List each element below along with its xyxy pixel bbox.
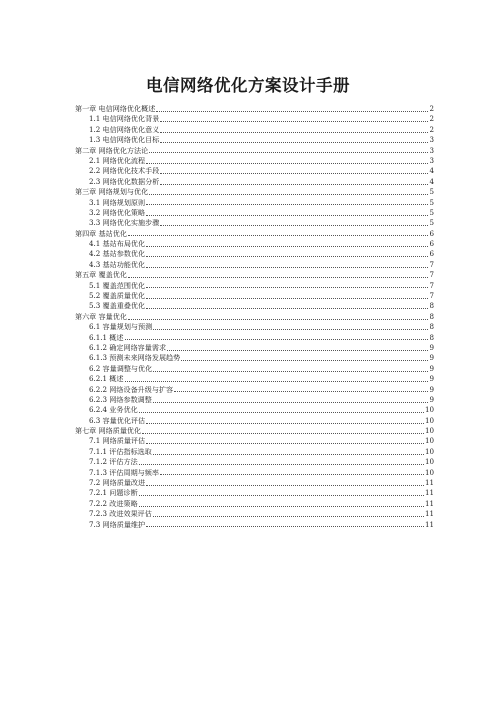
toc-dot-leader	[181, 360, 428, 361]
toc-dot-leader	[146, 267, 428, 268]
toc-entry-title: 5.1 覆盖范围优化	[89, 280, 146, 290]
toc-dot-leader	[167, 350, 428, 351]
toc-page-number: 10	[424, 446, 434, 456]
toc-entry-title: 3.3 网络优化实施步骤	[89, 218, 160, 228]
toc-section-entry[interactable]	[75, 301, 434, 311]
toc-page-number: 3	[429, 155, 434, 165]
toc-chapter-entry[interactable]	[75, 229, 434, 239]
toc-entry-title: 4.3 基站功能优化	[89, 259, 146, 269]
toc-section-entry[interactable]	[75, 177, 434, 187]
toc-entry-title: 第七章 网络质量优化	[75, 426, 142, 436]
toc-dot-leader	[139, 464, 424, 465]
toc-dot-leader	[139, 412, 424, 413]
toc-entry-title: 第六章 容量优化	[75, 311, 127, 321]
toc-chapter-entry[interactable]	[75, 146, 434, 156]
toc-entry-title: 第三章 网络规划与优化	[75, 187, 149, 197]
toc-dot-leader	[142, 433, 424, 434]
toc-dot-leader	[146, 526, 424, 527]
toc-dot-leader	[146, 163, 428, 164]
toc-entry-title: 第四章 基站优化	[75, 228, 127, 238]
toc-entry-title: 第一章 电信网络优化概述	[75, 103, 156, 113]
toc-dot-leader	[146, 246, 428, 247]
toc-entry-title: 1.3 电信网络优化目标	[89, 135, 160, 145]
toc-entry-title: 7.2.3 改进效果评估	[89, 509, 152, 519]
toc-page-number: 9	[429, 394, 434, 404]
toc-section-entry[interactable]	[75, 135, 434, 145]
toc-page-number: 10	[424, 436, 434, 446]
toc-section-entry[interactable]	[75, 281, 434, 291]
toc-entry-title: 6.1.1 概述	[89, 332, 124, 342]
toc-page-number: 10	[424, 405, 434, 415]
toc-entry-title: 7.2.1 问题诊断	[89, 488, 138, 498]
toc-page-number: 3	[429, 145, 434, 155]
toc-dot-leader	[146, 308, 428, 309]
toc-section-entry[interactable]	[75, 322, 434, 332]
toc-entry-title: 5.2 覆盖质量优化	[89, 291, 146, 301]
toc-page-number: 9	[429, 363, 434, 373]
toc-page-number: 7	[429, 291, 434, 301]
toc-section-entry[interactable]	[75, 208, 434, 218]
toc-entry-title: 2.2 网络优化技术手段	[89, 166, 160, 176]
toc-page-number: 10	[424, 457, 434, 467]
toc-page-number: 7	[429, 259, 434, 269]
toc-entry-title: 1.1 电信网络优化背景	[89, 114, 160, 124]
toc-dot-leader	[153, 371, 428, 372]
toc-page-number: 11	[424, 478, 434, 488]
toc-dot-leader	[160, 121, 428, 122]
toc-dot-leader	[149, 152, 428, 153]
toc-section-entry[interactable]	[75, 364, 434, 374]
toc-section-entry[interactable]	[75, 488, 434, 498]
toc-section-entry[interactable]	[75, 260, 434, 270]
toc-page-number: 11	[424, 509, 434, 519]
toc-page-number: 9	[429, 374, 434, 384]
toc-section-entry[interactable]	[75, 447, 434, 457]
toc-dot-leader	[146, 443, 424, 444]
toc-dot-leader	[128, 277, 429, 278]
toc-entry-title: 4.2 基站参数优化	[89, 249, 146, 259]
toc-dot-leader	[146, 485, 424, 486]
toc-entry-title: 7.3 网络质量维护	[89, 519, 146, 529]
toc-section-entry[interactable]	[75, 437, 434, 447]
toc-dot-leader	[160, 132, 428, 133]
toc-page-number: 11	[424, 519, 434, 529]
toc-page-number: 4	[429, 176, 434, 186]
toc-page-number: 8	[429, 301, 434, 311]
toc-section-entry[interactable]	[75, 385, 434, 395]
toc-page-number: 8	[429, 332, 434, 342]
toc-dot-leader	[149, 194, 428, 195]
toc-section-entry[interactable]	[75, 343, 434, 353]
toc-dot-leader	[174, 391, 428, 392]
toc-section-entry[interactable]	[75, 166, 434, 176]
toc-section-entry[interactable]	[75, 353, 434, 363]
toc-section-entry[interactable]	[75, 499, 434, 509]
toc-section-entry[interactable]	[75, 114, 434, 124]
toc-page-number: 10	[424, 467, 434, 477]
toc-dot-leader	[125, 339, 429, 340]
toc-entry-title: 7.1 网络质量评估	[89, 436, 146, 446]
toc-dot-leader	[160, 225, 428, 226]
toc-entry-title: 6.2.4 业务优化	[89, 405, 138, 415]
toc-entry-title: 4.1 基站布局优化	[89, 239, 146, 249]
toc-dot-leader	[146, 287, 428, 288]
toc-section-entry[interactable]	[75, 239, 434, 249]
toc-section-entry[interactable]	[75, 457, 434, 467]
toc-chapter-entry[interactable]	[75, 312, 434, 322]
toc-dot-leader	[153, 402, 429, 403]
toc-dot-leader	[139, 506, 424, 507]
toc-page-number: 8	[429, 322, 434, 332]
toc-page-number: 9	[429, 384, 434, 394]
toc-entry-title: 6.2.3 网络参数调整	[89, 394, 152, 404]
toc-dot-leader	[160, 184, 428, 185]
toc-entry-title: 6.3 容量优化评估	[89, 415, 146, 425]
toc-entry-title: 6.1 容量规划与预测	[89, 322, 153, 332]
toc-page-number: 9	[429, 342, 434, 352]
toc-dot-leader	[160, 173, 428, 174]
toc-section-entry[interactable]	[75, 468, 434, 478]
toc-chapter-entry[interactable]	[75, 426, 434, 436]
toc-dot-leader	[128, 319, 429, 320]
toc-entry-title: 1.2 电信网络优化意义	[89, 124, 160, 134]
toc-dot-leader	[125, 381, 429, 382]
toc-page-number: 6	[429, 249, 434, 259]
toc-dot-leader	[156, 111, 428, 112]
toc-section-entry[interactable]	[75, 405, 434, 415]
toc-entry-title: 7.1.2 评估方法	[89, 457, 138, 467]
toc-entry-title: 2.1 网络优化流程	[89, 155, 146, 165]
toc-page-number: 7	[429, 270, 434, 280]
toc-section-entry[interactable]	[75, 478, 434, 488]
toc-section-entry[interactable]	[75, 395, 434, 405]
toc-page-number: 4	[429, 166, 434, 176]
toc-dot-leader	[160, 474, 424, 475]
toc-page-number: 3	[429, 135, 434, 145]
toc-dot-leader	[146, 256, 428, 257]
table-of-contents	[75, 104, 434, 530]
toc-dot-leader	[160, 142, 428, 143]
toc-dot-leader	[153, 454, 424, 455]
toc-section-entry[interactable]	[75, 198, 434, 208]
toc-page-number: 5	[429, 207, 434, 217]
toc-page-number: 2	[429, 103, 434, 113]
toc-section-entry[interactable]	[75, 218, 434, 228]
toc-chapter-entry[interactable]	[75, 187, 434, 197]
toc-entry-title: 6.1.3 预测未来网络发展趋势	[89, 353, 181, 363]
toc-page-number: 5	[429, 218, 434, 228]
toc-dot-leader	[153, 516, 424, 517]
document-title: 电信网络优化方案设计手册	[146, 76, 350, 95]
toc-section-entry[interactable]	[75, 333, 434, 343]
toc-entry-title: 第二章 网络优化方法论	[75, 145, 149, 155]
toc-page-number: 11	[424, 498, 434, 508]
toc-dot-leader	[153, 329, 428, 330]
toc-entry-title: 6.2 容量调整与优化	[89, 363, 153, 373]
toc-entry-title: 7.1.1 评估指标选取	[89, 446, 152, 456]
toc-entry-title: 6.1.2 确定网络容量需求	[89, 342, 167, 352]
toc-page-number: 2	[429, 124, 434, 134]
toc-entry-title: 6.2.2 网络设备升级与扩容	[89, 384, 174, 394]
toc-dot-leader	[146, 204, 428, 205]
toc-entry-title: 2.3 网络优化数据分析	[89, 176, 160, 186]
toc-page-number: 9	[429, 353, 434, 363]
toc-section-entry[interactable]	[75, 125, 434, 135]
toc-section-entry[interactable]	[75, 156, 434, 166]
toc-dot-leader	[139, 495, 424, 496]
toc-chapter-entry[interactable]	[75, 104, 434, 114]
toc-entry-title: 第五章 覆盖优化	[75, 270, 127, 280]
toc-section-entry[interactable]	[75, 520, 434, 530]
toc-entry-title: 3.2 网络优化策略	[89, 207, 146, 217]
toc-section-entry[interactable]	[75, 509, 434, 519]
toc-page-number: 5	[429, 187, 434, 197]
toc-chapter-entry[interactable]	[75, 270, 434, 280]
toc-page-number: 6	[429, 239, 434, 249]
toc-section-entry[interactable]	[75, 249, 434, 259]
toc-entry-title: 7.1.3 评估周期与频率	[89, 467, 159, 477]
toc-entry-title: 3.1 网络规划原则	[89, 197, 146, 207]
toc-page-number: 11	[424, 488, 434, 498]
toc-entry-title: 5.3 覆盖重叠优化	[89, 301, 146, 311]
toc-dot-leader	[146, 298, 428, 299]
toc-section-entry[interactable]	[75, 416, 434, 426]
toc-section-entry[interactable]	[75, 291, 434, 301]
toc-page-number: 8	[429, 311, 434, 321]
toc-dot-leader	[146, 215, 428, 216]
toc-page-number: 6	[429, 228, 434, 238]
toc-entry-title: 7.2 网络质量改进	[89, 478, 146, 488]
toc-page-number: 10	[424, 426, 434, 436]
toc-dot-leader	[146, 423, 424, 424]
toc-dot-leader	[128, 235, 429, 236]
toc-page-number: 10	[424, 415, 434, 425]
toc-page-number: 7	[429, 280, 434, 290]
toc-page-number: 5	[429, 197, 434, 207]
toc-page-number: 2	[429, 114, 434, 124]
toc-section-entry[interactable]	[75, 374, 434, 384]
toc-entry-title: 7.2.2 改进策略	[89, 498, 138, 508]
toc-entry-title: 6.2.1 概述	[89, 374, 124, 384]
